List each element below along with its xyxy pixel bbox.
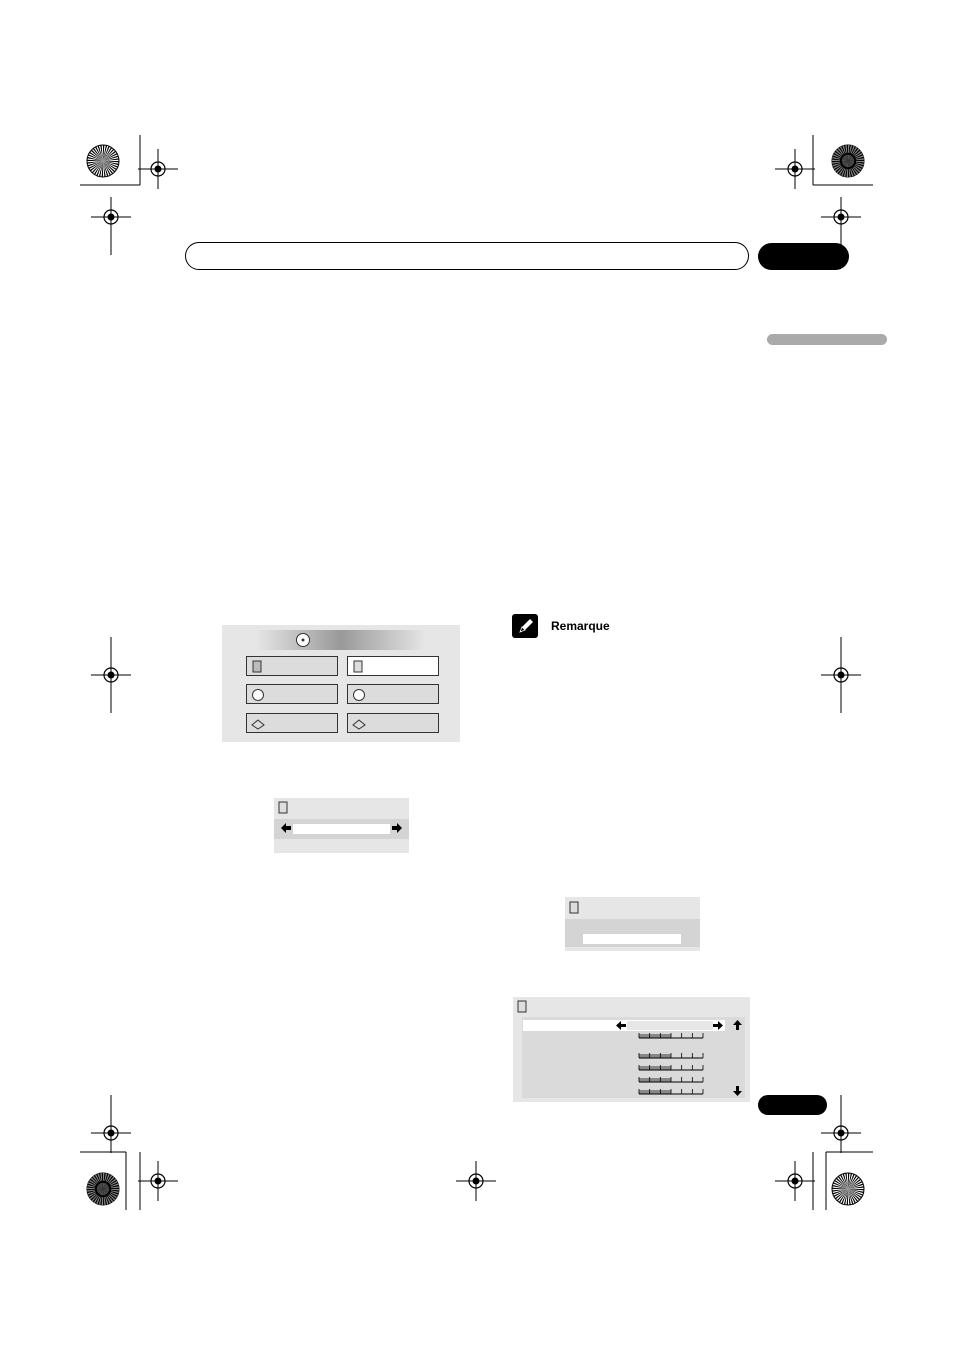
selected-value-field	[627, 1021, 713, 1030]
disc-icon	[251, 688, 265, 702]
adjust-bar-fill	[639, 1054, 671, 1058]
arrow-up-icon[interactable]	[733, 1020, 742, 1030]
registration-target-icon	[91, 1113, 131, 1153]
note-title: Remarque	[551, 619, 610, 633]
setup-icon	[251, 660, 265, 674]
note-icon-box	[512, 614, 538, 638]
chapter-number-tab	[758, 243, 849, 270]
adjustment-screen	[513, 997, 750, 1102]
registration-target-icon	[138, 149, 178, 189]
menu-button[interactable]	[347, 684, 439, 704]
setup-icon	[568, 901, 582, 915]
starburst-target-icon	[87, 145, 119, 177]
setup-icon	[251, 717, 265, 731]
arrow-right-icon[interactable]	[392, 823, 402, 833]
starburst-target-icon	[87, 1173, 119, 1205]
arrow-right-icon[interactable]	[713, 1021, 723, 1030]
disc-icon	[352, 688, 366, 702]
input-field[interactable]	[583, 934, 681, 944]
setup-icon	[277, 801, 291, 815]
starburst-target-icon	[832, 145, 864, 177]
setup-icon	[352, 717, 366, 731]
registration-target-icon	[91, 197, 131, 237]
arrow-down-icon[interactable]	[733, 1086, 742, 1096]
arrow-left-icon[interactable]	[281, 823, 291, 833]
setup-icon	[352, 660, 366, 674]
adjust-bar-fill	[639, 1090, 671, 1094]
disc-icon	[295, 632, 311, 648]
input-screen	[565, 897, 700, 951]
adjust-bar-fill	[639, 1066, 671, 1070]
page-number-tab	[758, 1095, 827, 1115]
header-title-bar	[185, 242, 749, 270]
menu-button-selected[interactable]	[347, 656, 439, 676]
registration-target-icon	[138, 1161, 178, 1201]
language-tab	[767, 334, 887, 345]
menu-header-gradient	[256, 630, 426, 650]
registration-target-icon	[775, 149, 815, 189]
arrow-left-icon[interactable]	[616, 1021, 626, 1030]
menu-button[interactable]	[347, 713, 439, 733]
setup-icon	[516, 1000, 530, 1014]
adjust-bars	[637, 1033, 707, 1099]
menu-button[interactable]	[246, 656, 338, 676]
registration-target-icon	[821, 197, 861, 237]
setting-selector-screen	[274, 798, 409, 853]
registration-target-icon	[456, 1161, 496, 1201]
adjust-bar-fill	[639, 1078, 671, 1082]
adjust-bar-fill	[639, 1034, 671, 1038]
menu-button[interactable]	[246, 684, 338, 704]
main-menu-screen	[222, 625, 460, 742]
registration-target-icon	[775, 1161, 815, 1201]
registration-target-icon	[821, 1113, 861, 1153]
menu-button[interactable]	[246, 713, 338, 733]
selector-value-field[interactable]	[293, 824, 390, 834]
pencil-icon	[512, 614, 538, 638]
starburst-target-icon	[832, 1173, 864, 1205]
